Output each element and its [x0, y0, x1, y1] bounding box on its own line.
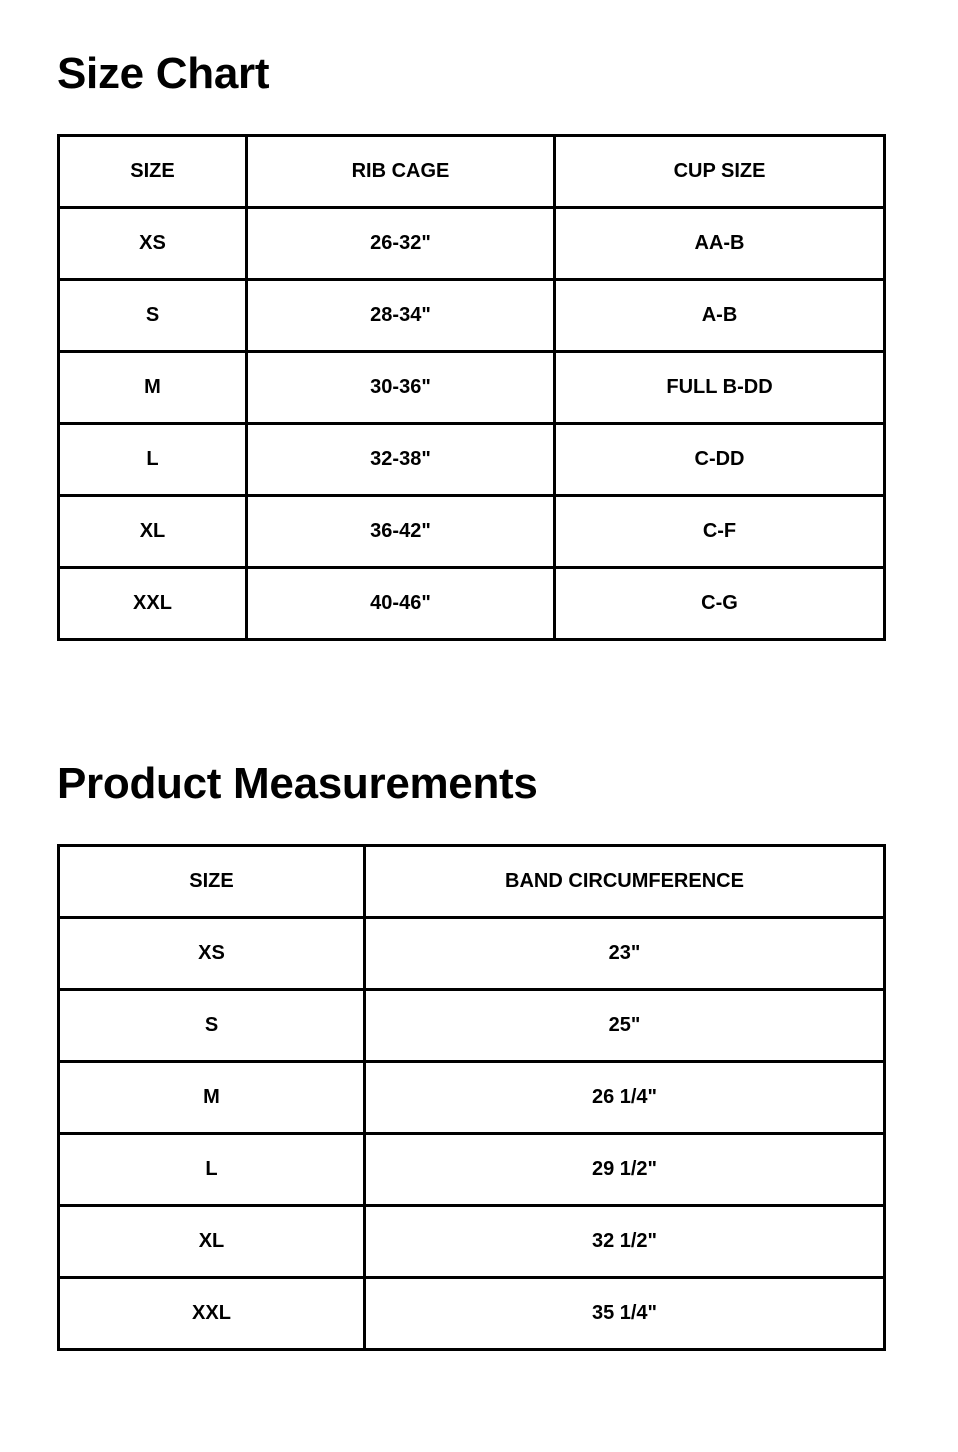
cup-size-cell: FULL B-DD [555, 352, 885, 424]
cup-size-cell: C-F [555, 496, 885, 568]
size-cell: M [59, 1062, 365, 1134]
size-cell: XXL [59, 568, 247, 640]
cup-size-cell: AA-B [555, 208, 885, 280]
table-row [59, 568, 885, 640]
table-row [59, 352, 885, 424]
table-row [59, 1278, 885, 1350]
size-cell: XL [59, 496, 247, 568]
header-rib-cage: RIB CAGE [247, 136, 555, 208]
table-row [59, 208, 885, 280]
size-cell: S [59, 280, 247, 352]
size-cell: XS [59, 208, 247, 280]
table-row [59, 1134, 885, 1206]
size-cell: L [59, 1134, 365, 1206]
table-row [59, 1062, 885, 1134]
size-cell: XXL [59, 1278, 365, 1350]
table-row [59, 280, 885, 352]
size-chart-header-row [59, 136, 885, 208]
table-row [59, 990, 885, 1062]
band-circumference-cell: 23" [365, 918, 885, 990]
header-size: SIZE [59, 846, 365, 918]
header-cup-size: CUP SIZE [555, 136, 885, 208]
cup-size-cell: C-G [555, 568, 885, 640]
rib-cage-cell: 32-38" [247, 424, 555, 496]
band-circumference-cell: 25" [365, 990, 885, 1062]
band-circumference-cell: 32 1/2" [365, 1206, 885, 1278]
rib-cage-cell: 40-46" [247, 568, 555, 640]
size-cell: XL [59, 1206, 365, 1278]
table-row [59, 496, 885, 568]
measurements-header-row [59, 846, 885, 918]
table-row [59, 918, 885, 990]
rib-cage-cell: 36-42" [247, 496, 555, 568]
size-cell: M [59, 352, 247, 424]
size-cell: L [59, 424, 247, 496]
rib-cage-cell: 30-36" [247, 352, 555, 424]
table-row [59, 424, 885, 496]
table-row [59, 1206, 885, 1278]
header-band-circumference: BAND CIRCUMFERENCE [365, 846, 885, 918]
band-circumference-cell: 29 1/2" [365, 1134, 885, 1206]
size-chart-title: Size Chart [57, 49, 270, 98]
band-circumference-cell: 26 1/4" [365, 1062, 885, 1134]
size-chart-table [57, 134, 886, 641]
product-measurements-table [57, 844, 886, 1351]
cup-size-cell: C-DD [555, 424, 885, 496]
cup-size-cell: A-B [555, 280, 885, 352]
band-circumference-cell: 35 1/4" [365, 1278, 885, 1350]
rib-cage-cell: 26-32" [247, 208, 555, 280]
header-size: SIZE [59, 136, 247, 208]
rib-cage-cell: 28-34" [247, 280, 555, 352]
size-cell: XS [59, 918, 365, 990]
size-cell: S [59, 990, 365, 1062]
product-measurements-title: Product Measurements [57, 759, 538, 808]
